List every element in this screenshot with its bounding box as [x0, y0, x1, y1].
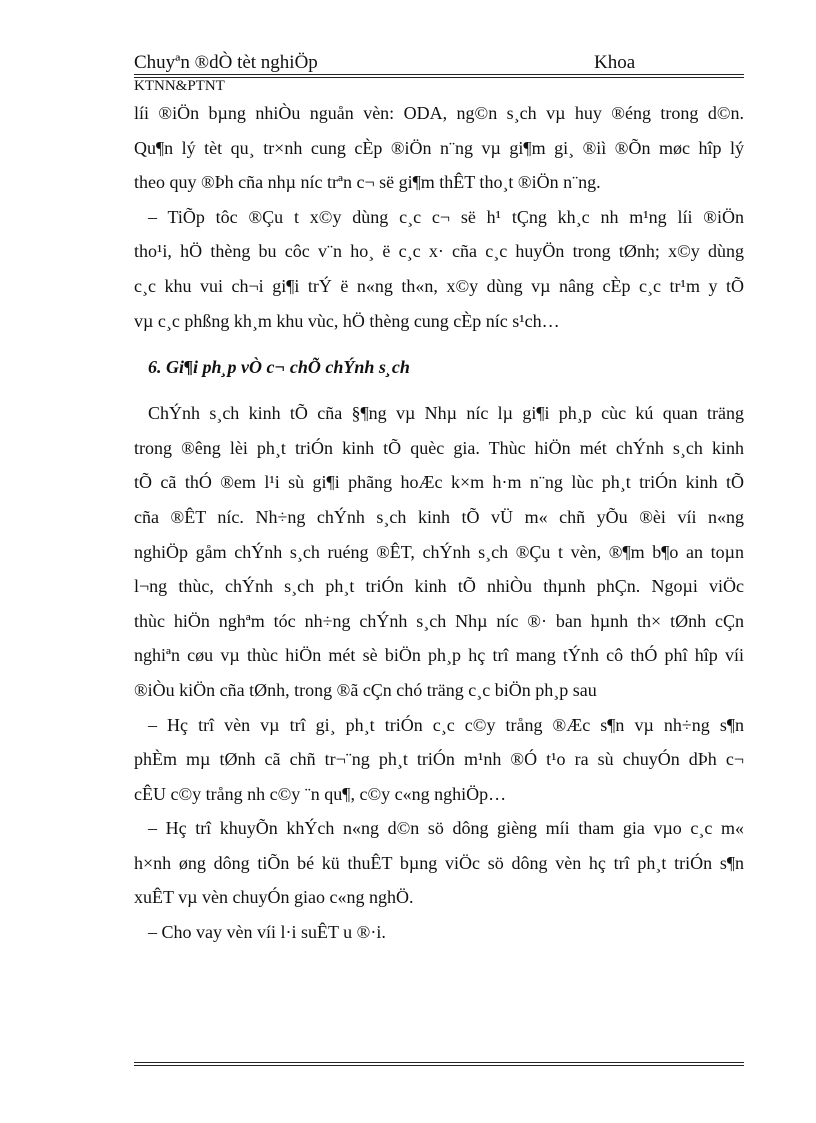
text-line: c¸c khu vui ch¬i gi¶i trÝ ë n«ng th«n, x©y dùng vµ nâng cÈp c¸c tr¹m y tÕ [134, 275, 744, 296]
paragraph [134, 708, 744, 812]
page-header [134, 52, 744, 74]
text-line: vµ c¸c phßng kh¸m khu vùc, hÖ thèng cung cÈp níc s¹ch… [134, 310, 560, 331]
footer-rule [134, 1065, 744, 1066]
header-continuation: KTNN&PTNT [134, 78, 225, 94]
header-rule [134, 74, 744, 75]
text-line: nghiÖp gåm chÝnh s¸ch ruéng ®ÊT, chÝnh s¸ch ®Çu t vèn, ®¶m b¶o an toµn [134, 541, 744, 562]
section-heading: 6. Gi¶i ph¸p vÒ c¬ chÕ chÝnh s¸ch [148, 357, 410, 378]
header-rule [134, 77, 744, 78]
paragraph [134, 396, 744, 707]
text-line: Qu¶n lý tèt qu¸ tr×nh cung cÈp ®iÖn n¨ng vµ gi¶m gi¸ ®iì ®Õn møc hîp lý [134, 137, 744, 158]
text-line: ®iÒu kiÖn cña tØnh, trong ®ã cÇn chó träng c¸c biÖn ph¸p sau [134, 679, 597, 700]
paragraph [134, 915, 744, 950]
text-line: líi ®iÖn bµng nhiÒu nguån vèn: ODA, ng©n s¸ch vµ huy ®éng trong d©n. [134, 103, 744, 123]
text-line: cña ®ÊT níc. Nh÷ng chÝnh s¸ch kinh tÕ vÜ m« chñ yÕu ®èi víi n«ng [134, 506, 744, 527]
text-line: nghiªn cøu vµ thùc hiÖn mét sè biÖn ph¸p hç trî mang tÝnh cô thÓ phî hîp víi [134, 645, 744, 666]
header-title-left: Chuyªn ®dÒ tèt nghiÖp [134, 52, 318, 73]
text-line: – Hç trî vèn vµ trî gi¸ ph¸t triÓn c¸c c©y trång ®Æc s¶n vµ nh÷ng s¶n [148, 714, 744, 735]
paragraph [134, 811, 744, 915]
paragraph [134, 200, 744, 338]
text-line: trong ®êng lèi ph¸t triÓn kinh tÕ quèc gia. Thùc hiÖn mét chÝnh s¸ch kinh [134, 437, 744, 458]
text-line: theo quy ®Þh cña nhµ níc trªn c¬ së gi¶m thÊT tho¸t ®iÖn n¨ng. [134, 172, 601, 193]
text-line: ChÝnh s¸ch kinh tÕ cña §¶ng vµ Nhµ níc lµ gi¶i ph¸p cùc kú quan träng [148, 403, 744, 424]
text-line: cÊU c©y trång nh c©y ¨n qu¶, c©y c«ng nghiÖp… [134, 783, 507, 804]
text-line: l¬ng thùc, chÝnh s¸ch ph¸t triÓn kinh tÕ nhiÒu thµnh phÇn. Ngoµi viÖc [134, 576, 744, 597]
text-line: thùc hiÖn nghªm tóc nh÷ng chÝnh s¸ch Nhµ níc ®· ban hµnh th× tØnh cÇn [134, 610, 744, 631]
paragraph [134, 96, 744, 200]
text-line: – Hç trî khuyÕn khÝch n«ng d©n sö dông gièng míi tham gia vµo c¸c m« [148, 818, 744, 839]
text-line: – Cho vay vèn víi l·i suÊT u ®·i. [148, 922, 386, 943]
text-line: tho¹i, hÖ thèng bu côc v¨n ho¸ ë c¸c x· cña c¸c huyÖn trong tØnh; x©y dùng [134, 241, 744, 262]
text-line: h×nh øng dông tiÕn bé kü thuÊT bµng viÖc sö dông vèn hç trî ph¸t triÓn s¶n [134, 852, 744, 873]
text-line: phÈm mµ tØnh cã chñ tr¬¨ng ph¸t triÓn m¹nh ®Ó t¹o ra sù chuyÓn dÞh c¬ [134, 749, 744, 770]
document-body [134, 96, 744, 950]
footer-rule [134, 1062, 744, 1063]
text-line: xuÊT vµ vèn chuyÓn giao c«ng nghÖ. [134, 887, 414, 908]
text-line: – TiÕp tôc ®Çu t x©y dùng c¸c c¬ së h¹ tÇng kh¸c nh m¹ng líi ®iÖn [148, 206, 744, 227]
text-line: tÕ cã thÓ ®em l¹i sù gi¶i phãng hoÆc k×m h·m n¨ng lùc ph¸t triÓn kinh tÕ [134, 472, 744, 493]
header-title-right: Khoa [594, 52, 636, 73]
